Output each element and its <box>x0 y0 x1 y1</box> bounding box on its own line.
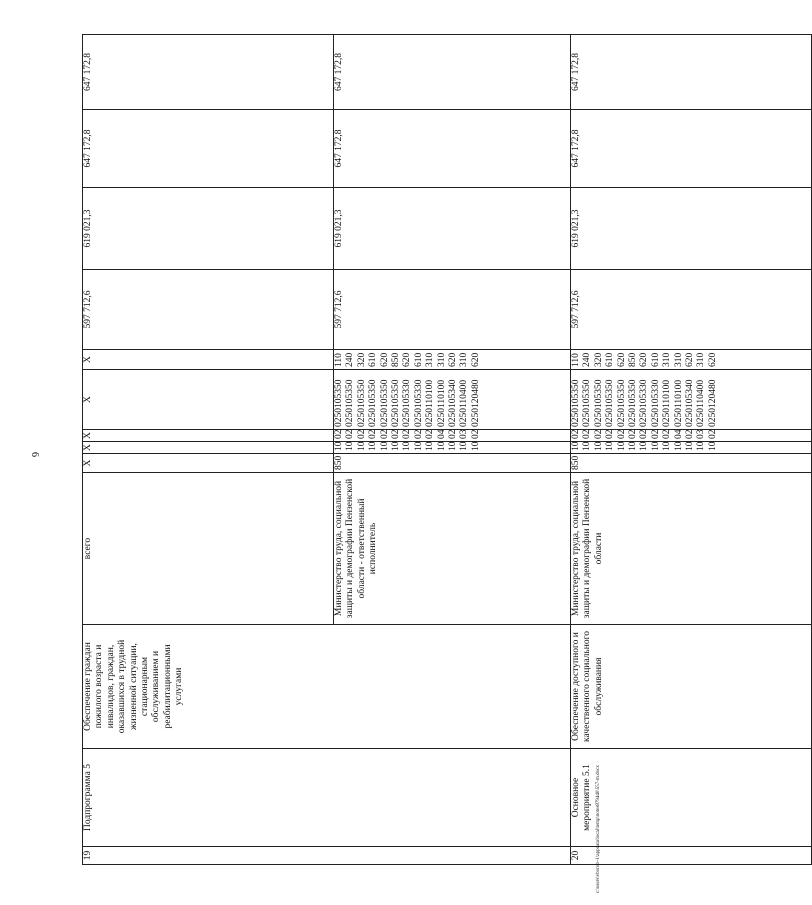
budget-table <box>82 34 812 865</box>
vr-codes: 110 240 320 610 620 850 620 610 310 310 620 310 620 <box>334 350 571 370</box>
program-name: Обеспечение граждан пожилого возраста и инвалидов, граждан, оказавшихся в трудной жизненной ситуации, стационарным обслуживанием и реабилитационными услугами <box>83 625 571 749</box>
table-row <box>571 35 812 865</box>
grbs-code: 850 <box>334 454 571 473</box>
row-number-19: 19 <box>83 847 571 865</box>
year4-value: 647 172,8 <box>571 35 812 110</box>
grbs-code: 850 <box>571 454 812 473</box>
vr-codes: 110 240 320 610 620 850 620 610 310 310 620 310 620 <box>571 350 812 370</box>
program-type: Основное мероприятие 5.1 <box>571 749 812 847</box>
year1-value: 597 712,6 <box>571 270 812 350</box>
rz-codes: 10 10 10 10 10 10 10 10 10 10 10 10 10 <box>334 442 571 454</box>
year3-value: 647 172,8 <box>571 110 812 188</box>
page-number: 6 <box>29 452 40 457</box>
csr-codes: 0250105350 0250105350 0250105350 0250105350 0250105350 0250105350 0250105330 0250105330 0250110100 0250110100 0250105340 0250110400 0250120480 <box>571 370 812 430</box>
year2-value: 619 021,3 <box>334 188 571 270</box>
table-row <box>83 35 334 865</box>
csr-total: X <box>83 370 334 430</box>
executor: Министерство труда, социальной защиты и демографии Пензенской области <box>571 473 812 625</box>
year4-total: 647 172,8 <box>83 35 334 110</box>
rz-total: X <box>83 442 334 454</box>
pr-codes: 02 02 02 02 02 02 02 02 02 04 02 03 02 <box>571 430 812 442</box>
vr-total: X <box>83 350 334 370</box>
year3-total: 647 172,8 <box>83 110 334 188</box>
total-label: всего <box>83 473 334 625</box>
pr-total: X <box>83 430 334 442</box>
footer-file-path: c:\users\vborob~1\appdata\local\temp\notes879440\557-m.docx <box>596 765 601 893</box>
rotated-table-sheet <box>82 35 718 865</box>
row-number-20: 20 <box>571 847 812 865</box>
rz-codes: 10 10 10 10 10 10 10 10 10 10 10 10 10 <box>571 442 812 454</box>
year3-value: 647 172,8 <box>334 110 571 188</box>
program-type: Подпрограмма 5 <box>83 749 571 847</box>
year2-total: 619 021,3 <box>83 188 334 270</box>
year4-value: 647 172,8 <box>334 35 571 110</box>
year2-value: 619 021,3 <box>571 188 812 270</box>
csr-codes: 0250105350 0250105350 0250105350 0250105350 0250105350 0250105350 0250105330 0250105330 0250110100 0250110100 0250105340 0250110400 0250120480 <box>334 370 571 430</box>
year1-value: 597 712,6 <box>334 270 571 350</box>
pr-codes: 02 02 02 02 02 02 02 02 02 04 02 03 02 <box>334 430 571 442</box>
executor: Министерство труда, социальной защиты и демографии Пензенской области - ответственный исполнитель <box>334 473 571 625</box>
grbs-total: X <box>83 454 334 473</box>
year1-total: 597 712,6 <box>83 270 334 350</box>
program-name: Обеспечение доступного и качественного социального обслуживания <box>571 625 812 749</box>
